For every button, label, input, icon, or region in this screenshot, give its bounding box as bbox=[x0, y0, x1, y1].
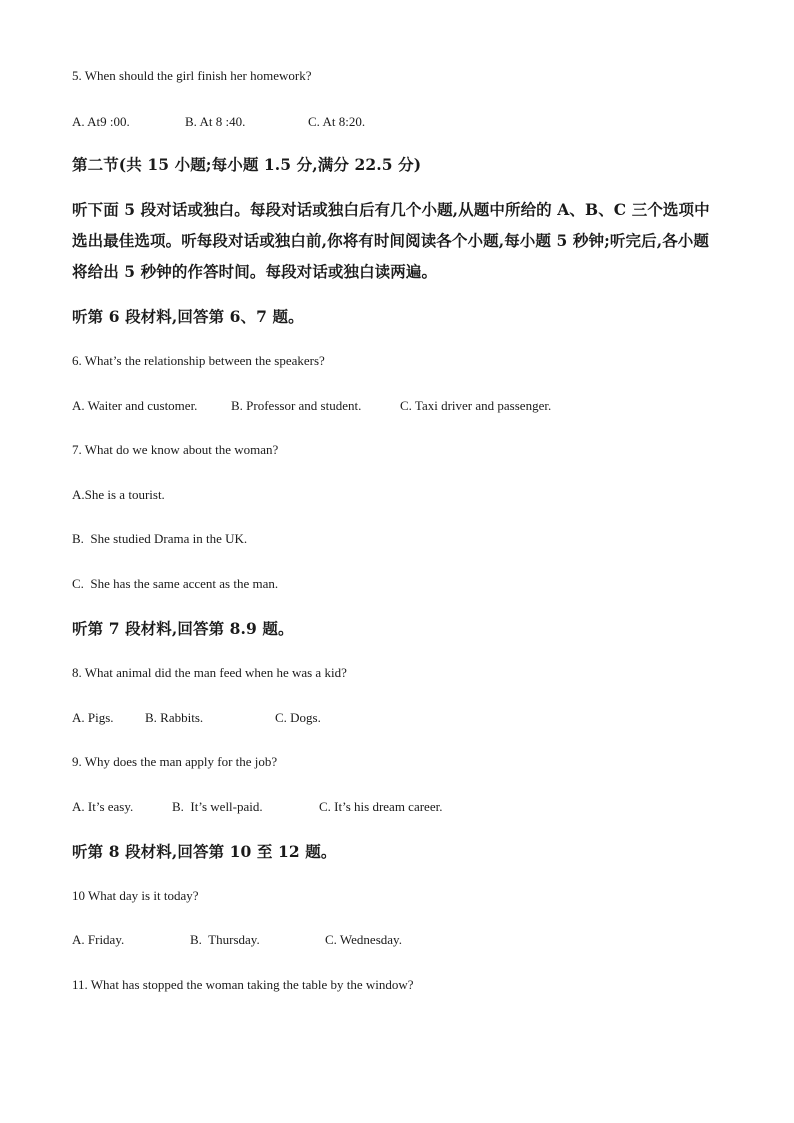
text6-heading: 听第 6 段材料,回答第 6、7 题。 bbox=[72, 307, 304, 326]
q9-stem: 9. Why does the man apply for the job? bbox=[72, 754, 278, 769]
instructions-line-1: 听下面 5 段对话或独白。每段对话或独白后有几个小题,从题中所给的 A、B、C 三个选项中 bbox=[72, 200, 710, 219]
q8-option-c: C. Dogs. bbox=[275, 710, 321, 725]
q10-option-c: C. Wednesday. bbox=[325, 932, 402, 947]
text7-heading: 听第 7 段材料,回答第 8.9 题。 bbox=[72, 619, 294, 638]
q5-option-a: A. At9 :00. bbox=[72, 114, 130, 129]
q6-option-a: A. Waiter and customer. bbox=[72, 398, 198, 413]
q5-option-b: B. At 8 :40. bbox=[185, 114, 246, 129]
q10-stem: 10 What day is it today? bbox=[72, 888, 199, 903]
q10-option-a: A. Friday. bbox=[72, 932, 125, 947]
q6-stem: 6. What’s the relationship between the speakers? bbox=[72, 353, 325, 368]
q9-option-a: A. It’s easy. bbox=[72, 799, 134, 814]
q8-stem: 8. What animal did the man feed when he was a kid? bbox=[72, 665, 347, 680]
q9-option-b: B. It’s well-paid. bbox=[172, 799, 263, 814]
q7-option-c: C. She has the same accent as the man. bbox=[72, 576, 279, 591]
text8-heading: 听第 8 段材料,回答第 10 至 12 题。 bbox=[72, 842, 337, 861]
q7-stem: 7. What do we know about the woman? bbox=[72, 442, 279, 457]
q10-option-b: B. Thursday. bbox=[190, 932, 260, 947]
q9-option-c: C. It’s his dream career. bbox=[319, 799, 443, 814]
q8-option-a: A. Pigs. bbox=[72, 710, 114, 725]
instructions-line-2: 选出最佳选项。听每段对话或独白前,你将有时间阅读各个小题,每小题 5 秒钟;听完后,各小题 bbox=[72, 231, 709, 250]
section2-title: 第二节(共 15 小题;每小题 1.5 分,满分 22.5 分) bbox=[72, 155, 422, 174]
instructions-line-3: 将给出 5 秒钟的作答时间。每段对话或独白读两遍。 bbox=[72, 262, 438, 281]
q5-option-c: C. At 8:20. bbox=[308, 114, 366, 129]
q7-option-a: A.She is a tourist. bbox=[72, 487, 165, 502]
q8-option-b: B. Rabbits. bbox=[145, 710, 204, 725]
q11-stem: 11. What has stopped the woman taking the table by the window? bbox=[72, 977, 414, 992]
q6-option-b: B. Professor and student. bbox=[231, 398, 362, 413]
q6-option-c: C. Taxi driver and passenger. bbox=[400, 398, 552, 413]
q7-option-b: B. She studied Drama in the UK. bbox=[72, 531, 248, 546]
q5-stem: 5. When should the girl finish her homework? bbox=[72, 68, 312, 83]
